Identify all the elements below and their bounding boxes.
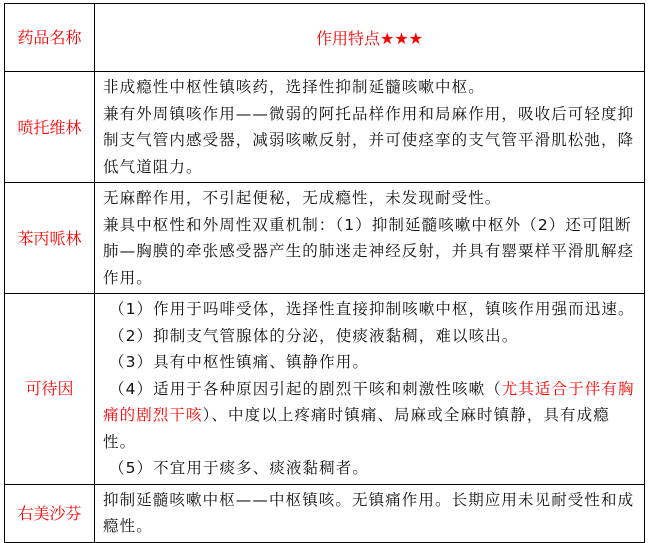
drug-description: [95, 484, 645, 542]
header-features: [95, 4, 645, 72]
description-line: 无麻醉作用，不引起便秘，无成瘾性，未发现耐受性。: [103, 189, 502, 207]
item4-highlight: 尤其适合于伴有胸痛的剧烈干咳: [103, 379, 635, 424]
table-header-row: [5, 4, 645, 72]
item4-text-after: ）、中度以上疼痛时镇痛、局麻或全麻时镇静，具有成瘾性。: [103, 406, 610, 451]
table-row: [5, 294, 645, 485]
description-line: 抑制延髓咳嗽中枢——中枢镇咳。无镇痛作用。长期应用未见耐受性和成瘾性。: [103, 490, 635, 535]
description-line: 兼具中枢性和外周性双重机制：（1）抑制延髓咳嗽中枢外（2）还可阻断肺—胸膜的牵张感受器产生的肺迷走神经反射，并具有罂粟样平滑肌解痉作用。: [103, 215, 635, 287]
description-item: （3）具有中枢性镇痛、镇静作用。: [109, 353, 369, 371]
description-item: （1）作用于吗啡受体，选择性直接抑制咳嗽中枢，镇咳作用强而迅速。: [109, 300, 635, 318]
header-features-label: 作用特点: [315, 29, 380, 48]
drug-name: 右美沙芬: [5, 484, 95, 542]
description-item: （2）抑制支气管腺体的分泌，使痰液黏稠，难以咳出。: [109, 326, 519, 345]
description-item: [103, 376, 640, 456]
table-row: [5, 484, 645, 542]
drug-description: [95, 294, 645, 485]
drug-name: 苯丙哌林: [5, 183, 95, 294]
description-line: 兼有外周镇咳作用——微弱的阿托品样作用和局麻作用，吸收后可轻度抑制支气管内感受器，减弱咳嗽反射，并可使痉挛的支气管平滑肌松弛，降低气道阻力。: [103, 104, 635, 176]
table-row: [5, 72, 645, 183]
drug-name: 喷托维林: [5, 72, 95, 183]
drug-description: [95, 72, 645, 183]
description-item: （5）不宜用于痰多、痰液黏稠者。: [109, 459, 369, 477]
description-line: 非成瘾性中枢性镇咳药，选择性抑制延髓咳嗽中枢。: [103, 78, 485, 96]
drug-table: [4, 3, 645, 543]
table-row: [5, 183, 645, 294]
item4-text: （4）适用于各种原因引起的剧烈干咳和刺激性咳嗽（: [109, 379, 502, 398]
drug-description: [95, 183, 645, 294]
star-rating-icon: ★★★: [379, 29, 424, 48]
header-drug-name: 药品名称: [5, 4, 95, 72]
drug-name: 可待因: [5, 294, 95, 485]
